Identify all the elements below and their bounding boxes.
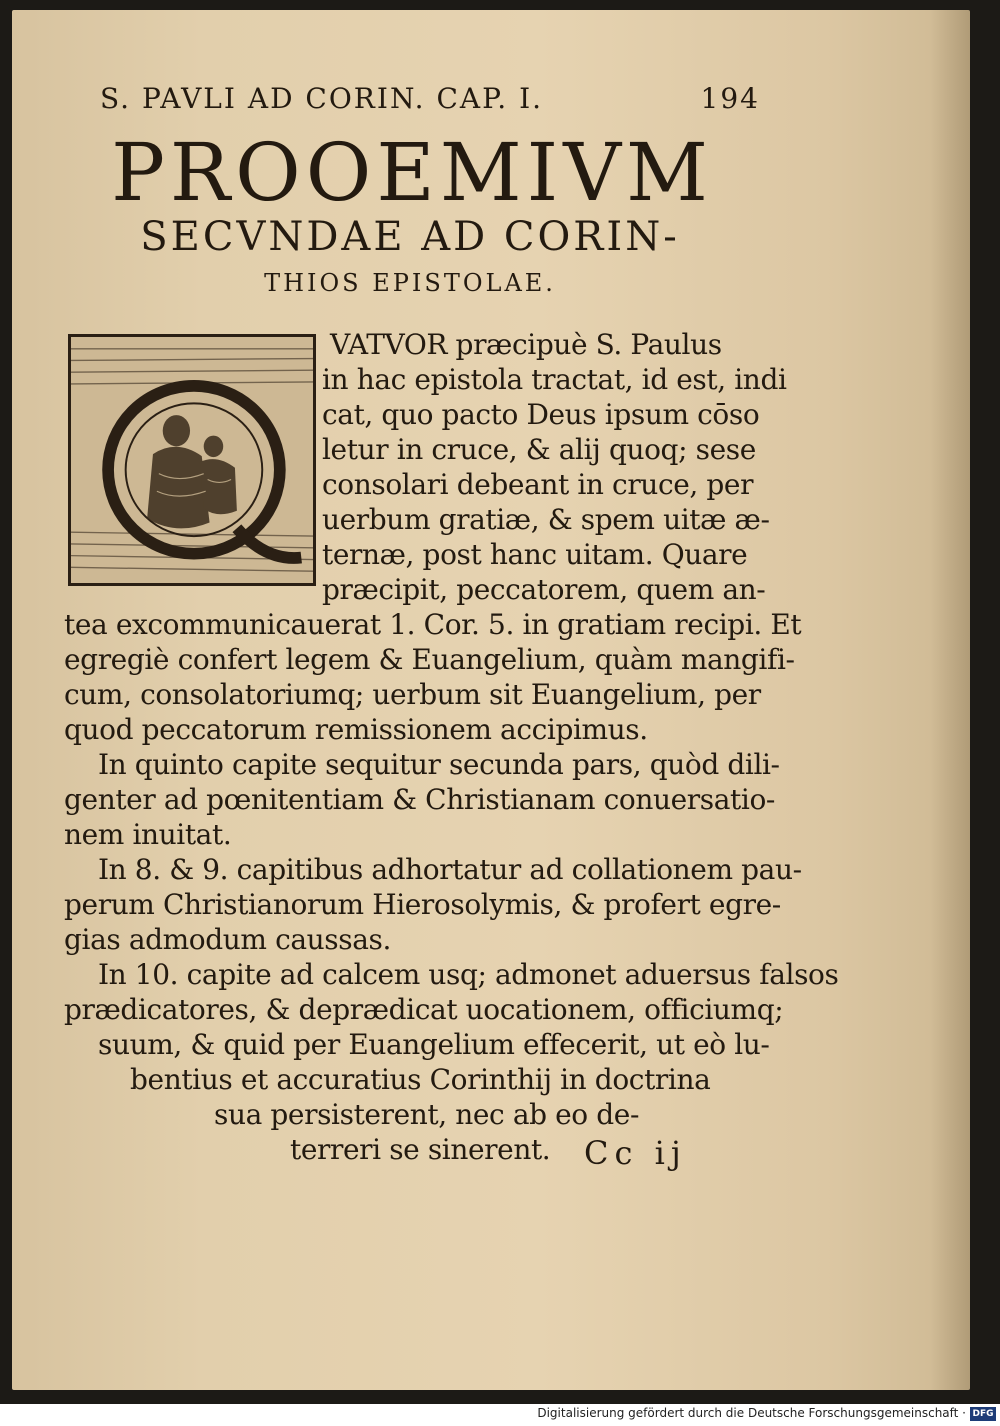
subtitle-line-1: SECVNDAE AD CORIN- [140,214,680,260]
text-line: In 10. capite ad calcem usq; admonet aduersus falsos [98,958,839,991]
page-edge-shadow [930,10,970,1390]
text-line: cat, quo pacto Deus ipsum cōso [322,398,760,431]
footer-bar [0,1404,1000,1426]
text-line: suum, & quid per Euangelium effecerit, ut eò lu- [98,1028,770,1061]
text-line: sua persisterent, nec ab eo de- [214,1098,640,1131]
footer-credit: Digitalisierung gefördert durch die Deutsche Forschungsgemeinschaft · [537,1406,966,1420]
dfg-logo-icon: DFG [970,1407,996,1421]
signature-mark: Cc ij [584,1134,687,1172]
text-line: gias admodum caussas. [64,923,391,956]
text-line: præcipit, peccatorem, quem an- [322,573,766,606]
text-line: ternæ, post hanc uitam. Quare [322,538,748,571]
text-line: egregiè confert legem & Euangelium, quàm mangifi- [64,643,795,676]
text-line: In quinto capite sequitur secunda pars, quòd dili- [98,748,780,781]
text-line: tea excommunicauerat 1. Cor. 5. in gratiam recipi. Et [64,608,802,641]
text-line: cum, consolatoriumq; uerbum sit Euangelium, per [64,678,761,711]
text-line: nem inuitat. [64,818,232,851]
subtitle-line-2: THIOS EPISTOLAE. [264,269,556,297]
text-line: in hac epistola tractat, id est, indi [322,363,787,396]
text-line: terreri se sinerent. [290,1133,551,1166]
text-line: uerbum gratiæ, & spem uitæ æ- [322,503,770,536]
text-line: letur in cruce, & alij quoq; sese [322,433,756,466]
text-line: VATVOR præcipuè S. Paulus [330,328,722,361]
running-head-title: S. PAVLI AD CORIN. CAP. I. [100,82,544,115]
woodcut-initial-q-icon [68,334,316,586]
folio-number: 194 [700,82,760,115]
text-line: quod peccatorum remissionem accipimus. [64,713,648,746]
text-line: prædicatores, & deprædicat uocationem, officiumq; [64,993,784,1026]
text-line: In 8. & 9. capitibus adhortatur ad collationem pau- [98,853,802,886]
text-line: perum Christianorum Hierosolymis, & profert egre- [64,888,781,921]
text-line: consolari debeant in cruce, per [322,468,754,501]
page-title: PROOEMIVM [111,126,713,219]
running-head [100,82,760,122]
text-line: genter ad pœnitentiam & Christianam conuersatio- [64,783,775,816]
text-line: bentius et accuratius Corinthij in doctrina [130,1063,711,1096]
